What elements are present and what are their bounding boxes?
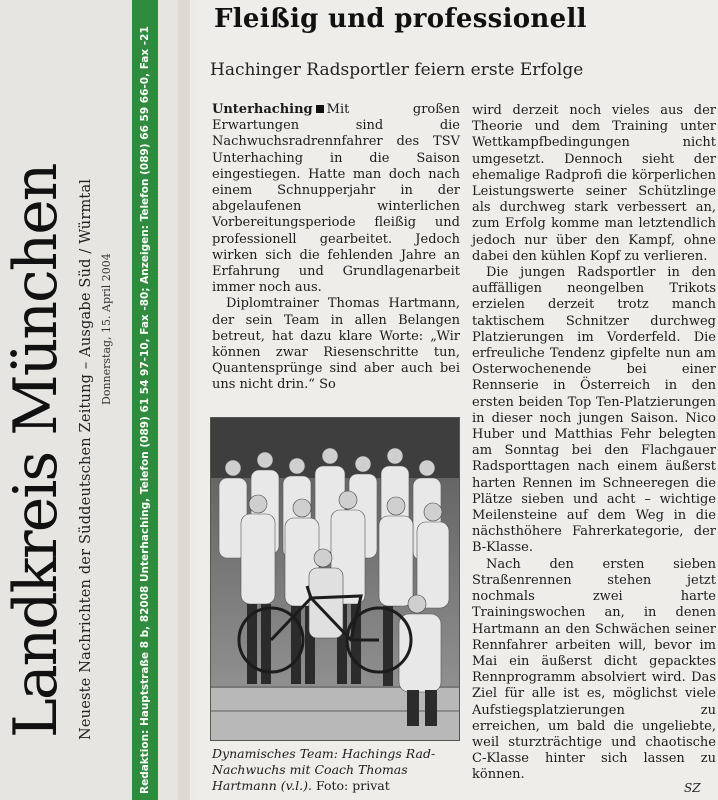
team-photo: [210, 417, 460, 741]
issue-date: Donnerstag, 15. April 2004: [100, 253, 113, 405]
paragraph: Unterhaching Mit großen Erwartungen sind die Nachwuchsradrennfahrer des TSV Unterhaching in die Saison eingestiegen. Hatte man doch nach einem Schnupperjahr in der abgelaufenen winterlichen Vorbereitungsperiode fleißig und professionell gearbeitet. Jedoch wirken sich die fehlenden Jahre an Erfahrung und Grundlagenarbeit immer noch aus.: [212, 102, 460, 296]
newspaper-title: Landkreis München: [1, 164, 71, 738]
subheadline: Hachinger Radsportler feiern erste Erfolge: [210, 60, 584, 80]
photo-caption: Dynamisches Team: Hachings Rad-Nachwuchs mit Coach Thomas Hartmann (v.l.). Foto: privat: [212, 746, 436, 793]
contact-info: Redaktion: Hauptstraße 8 b, 82008 Unterhaching, Telefon (089) 61 54 97-10, Fax -80; Anzeigen: Telefon (089) 66 59 66-0, Fax -21: [139, 26, 151, 794]
masthead-strip: [0, 0, 190, 800]
article: [196, 0, 718, 800]
paragraph: Nach den ersten sieben Straßenrennen stehen jetzt nochmals zwei harte Trainingswochen an, in denen Hartmann an den Schwächen seiner Rennfahrer arbeiten will, bevor im Mai ein äußerst dicht gepacktes Rennprogramm absolviert wird. Das Ziel für alle ist es, möglichst viele Aufstiegsplatzierungen zu erreichen, um bald die ungeliebte, weil sturzträchtige und chaotische C-Klasse hinter sich lassen zu können.: [472, 556, 716, 783]
paragraph: Die jungen Radsportler in den auffälligen neongelben Trikots erzielen derzeit trotz manch taktischem Schnitzer durchweg Platzierungen im Vorderfeld. Die erfreuliche Tendenz gipfelte nun am Osterwochenende bei einer Rennserie in Österreich in den ersten beiden Top Ten-Platzierungen in dieser noch jungen Saison. Nico Huber und Matthias Fehr belegten am Sonntag bei den Flachgauer Radsporttagen nach einem äußerst harten Rennen im Schneeregen die Plätze sieben und acht – wichtige Meilensteine auf dem Weg in die nächsthöhere Fahrerkategorie, der B-Klasse.: [472, 265, 716, 556]
author-byline: SZ: [684, 781, 701, 795]
bleed-through-strip: [178, 0, 190, 800]
team-photo-image: [211, 418, 460, 741]
paragraph: Diplomtrainer Thomas Hartmann, der sein Team in allen Belangen betreut, hat dazu klare Worte: „Wir können zwar Riesenschritte tun, Quantensprünge sind aber auch bei uns nicht drin.“ So: [212, 296, 460, 393]
photo-credit: Foto: privat: [315, 778, 390, 793]
dateline: Unterhaching: [212, 102, 313, 117]
paragraph: wird derzeit noch vieles aus der Theorie und dem Training unter Wettkampfbedingungen nicht umgesetzt. Dennoch sieht der ehemalige Radprofi die körperlichen Leistungswerte seiner Schützlinge als durchweg stark verbessert an, zum Erfolg komme man letztendlich jedoch nur über den Kampf, ohne dabei den kühlen Kopf zu verlieren.: [472, 103, 716, 264]
article-column-2: [472, 103, 716, 784]
newspaper-subtitle: Neueste Nachrichten der Süddeutschen Zeitung – Ausgabe Süd / Würmtal: [78, 178, 94, 740]
square-bullet-icon: [316, 105, 324, 113]
contact-bar: [132, 0, 158, 800]
headline: Fleißig und professionell: [214, 4, 587, 34]
article-column-1: [212, 102, 460, 394]
